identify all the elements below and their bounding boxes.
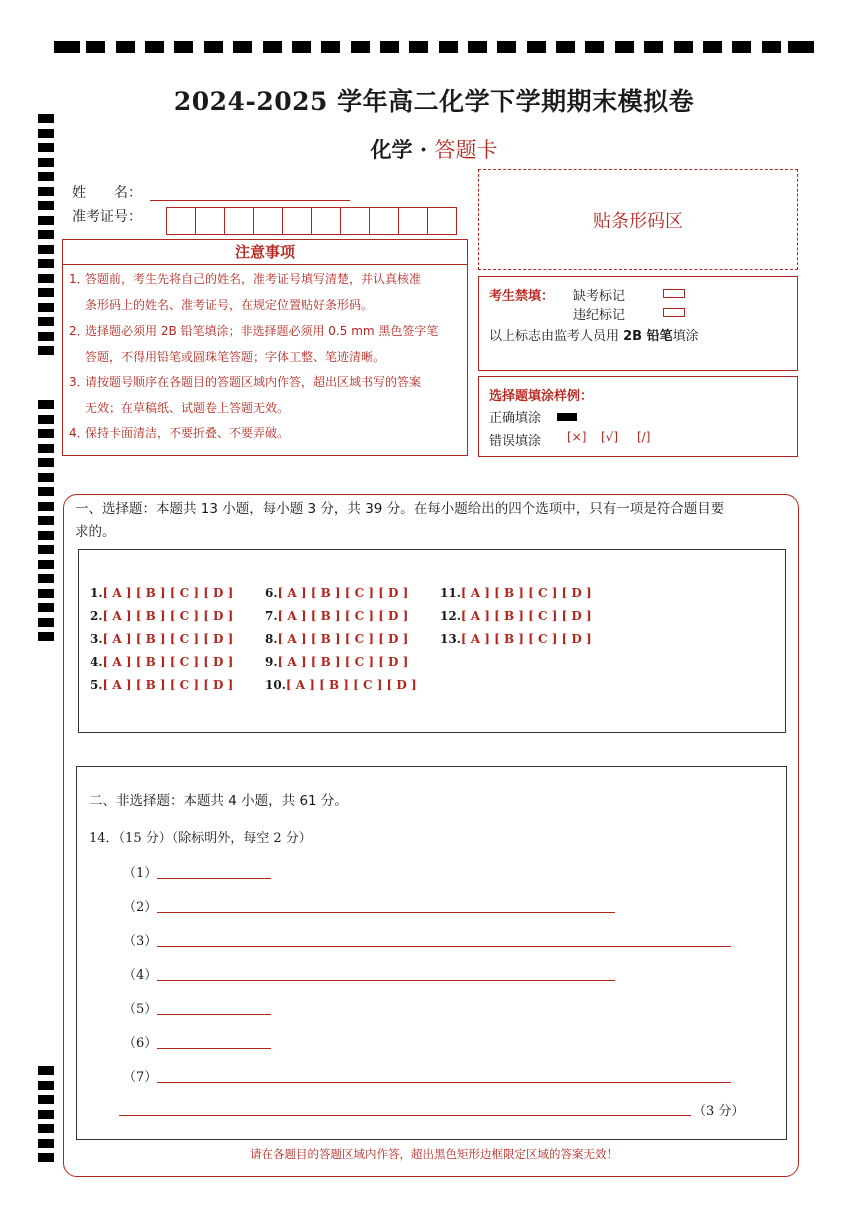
exam-id-label: 准考证号： bbox=[72, 209, 142, 225]
exam-id-digit-box[interactable] bbox=[370, 208, 399, 234]
notice-title: 注意事项 bbox=[62, 239, 468, 265]
blank-4-label: （4） bbox=[123, 968, 158, 983]
timing-mark bbox=[615, 41, 634, 53]
name-label: 姓 名： bbox=[72, 185, 142, 201]
exam-id-digit-box[interactable] bbox=[341, 208, 370, 234]
timing-mark bbox=[38, 400, 54, 409]
notice-box bbox=[62, 264, 468, 456]
timing-mark bbox=[38, 303, 54, 312]
timing-mark bbox=[703, 41, 722, 53]
choice-question-5[interactable]: 5.[ A ] [ B ] [ C ] [ D ] bbox=[90, 678, 234, 692]
timing-mark bbox=[527, 41, 546, 53]
timing-mark bbox=[38, 274, 54, 283]
section1-heading: 一、选择题：本题共 13 小题，每小题 3 分，共 39 分。在每小题给出的四个选项中，只有一项是符合题目要 求的。 bbox=[75, 501, 725, 540]
timing-mark bbox=[38, 1110, 54, 1119]
blank-6-line[interactable] bbox=[157, 1048, 271, 1049]
choice-question-1[interactable]: 1.[ A ] [ B ] [ C ] [ D ] bbox=[90, 586, 234, 600]
blank-1-line[interactable] bbox=[157, 878, 271, 879]
timing-mark bbox=[38, 332, 54, 341]
timing-mark bbox=[38, 259, 54, 268]
exam-title: 2024-2025 学年高二化学下学期期末模拟卷 bbox=[173, 87, 695, 116]
correct-fill-label: 正确填涂 bbox=[489, 411, 542, 426]
wrong-mark-check: [√] bbox=[601, 430, 619, 444]
nonchoice-answer-box bbox=[76, 766, 787, 1140]
violation-mark-label: 违纪标记 bbox=[573, 308, 626, 323]
timing-mark bbox=[38, 502, 54, 511]
timing-mark bbox=[644, 41, 663, 53]
blank-3-label: （3） bbox=[123, 934, 158, 949]
timing-mark bbox=[38, 346, 54, 355]
timing-mark bbox=[38, 444, 54, 453]
timing-mark bbox=[585, 41, 604, 53]
notice-item: 3．请按题号顺序在各题目的答题区域内作答，超出区域书写的答案 无效；在草稿纸、试题卷上答题无效。 bbox=[69, 375, 422, 415]
timing-mark bbox=[38, 1124, 54, 1133]
timing-mark bbox=[38, 560, 54, 569]
absent-mark-box[interactable] bbox=[663, 289, 685, 298]
timing-mark bbox=[86, 41, 105, 53]
blank-2-line[interactable] bbox=[157, 912, 615, 913]
timing-mark bbox=[321, 41, 340, 53]
timing-mark bbox=[351, 41, 370, 53]
timing-mark bbox=[204, 41, 223, 53]
choice-question-12[interactable]: 12.[ A ] [ B ] [ C ] [ D ] bbox=[440, 609, 592, 623]
timing-mark bbox=[38, 429, 54, 438]
timing-mark bbox=[788, 41, 814, 53]
timing-mark bbox=[439, 41, 458, 53]
question-14-header: 14．（15 分）（除标明外，每空 2 分） bbox=[89, 831, 312, 846]
exam-id-digit-box[interactable] bbox=[399, 208, 428, 234]
timing-mark bbox=[38, 1081, 54, 1090]
timing-mark bbox=[38, 288, 54, 297]
timing-mark bbox=[38, 216, 54, 225]
exam-id-digit-box[interactable] bbox=[283, 208, 312, 234]
name-field[interactable] bbox=[150, 199, 350, 201]
choice-question-8[interactable]: 8.[ A ] [ B ] [ C ] [ D ] bbox=[265, 632, 409, 646]
blank-4-line[interactable] bbox=[157, 980, 615, 981]
choice-question-11[interactable]: 11.[ A ] [ B ] [ C ] [ D ] bbox=[440, 586, 592, 600]
notice-item: 1．答题前，考生先将自己的姓名，准考证号填写清楚，并认真核准 条形码上的姓名、准考证号，在规定位置贴好条形码。 bbox=[69, 272, 422, 312]
timing-mark bbox=[38, 172, 54, 181]
blank-6-label: （6） bbox=[123, 1036, 158, 1051]
blank-7-continuation-line[interactable] bbox=[119, 1115, 691, 1116]
subtitle-subject: 化学 · bbox=[370, 137, 435, 162]
choice-question-7[interactable]: 7.[ A ] [ B ] [ C ] [ D ] bbox=[265, 609, 409, 623]
notice-item: 4．保持卡面清洁，不要折叠、不要弄破。 bbox=[69, 426, 290, 440]
timing-mark bbox=[145, 41, 164, 53]
blank-1-label: （1） bbox=[123, 866, 158, 881]
timing-mark bbox=[38, 545, 54, 554]
wrong-fill-label: 错误填涂 bbox=[489, 434, 542, 449]
timing-mark bbox=[468, 41, 487, 53]
timing-mark bbox=[38, 487, 54, 496]
timing-mark bbox=[38, 1066, 54, 1075]
timing-mark bbox=[38, 458, 54, 467]
correct-fill-mark bbox=[557, 413, 577, 421]
timing-mark bbox=[497, 41, 516, 53]
timing-mark bbox=[38, 473, 54, 482]
wrong-mark-slash: [/] bbox=[637, 430, 651, 444]
exam-id-digit-box[interactable] bbox=[254, 208, 283, 234]
choice-answer-box bbox=[78, 549, 786, 733]
timing-mark bbox=[38, 603, 54, 612]
fill-sample-box bbox=[478, 376, 798, 457]
choice-question-9[interactable]: 9.[ A ] [ B ] [ C ] [ D ] bbox=[265, 655, 409, 669]
timing-mark bbox=[38, 187, 54, 196]
timing-mark bbox=[409, 41, 428, 53]
choice-question-6[interactable]: 6.[ A ] [ B ] [ C ] [ D ] bbox=[265, 586, 409, 600]
subtitle-answer-card: 答题卡 bbox=[434, 138, 498, 162]
examiner-only-box bbox=[478, 276, 798, 371]
timing-mark bbox=[38, 516, 54, 525]
timing-mark bbox=[38, 574, 54, 583]
blank-5-label: （5） bbox=[123, 1002, 158, 1017]
choice-question-3[interactable]: 3.[ A ] [ B ] [ C ] [ D ] bbox=[90, 632, 234, 646]
timing-mark bbox=[38, 531, 54, 540]
choice-question-2[interactable]: 2.[ A ] [ B ] [ C ] [ D ] bbox=[90, 609, 234, 623]
timing-mark bbox=[556, 41, 575, 53]
exam-id-digit-box[interactable] bbox=[196, 208, 225, 234]
timing-mark bbox=[292, 41, 311, 53]
timing-mark bbox=[762, 41, 781, 53]
sample-title: 选择题填涂样例： bbox=[489, 389, 594, 404]
exam-id-boxes[interactable] bbox=[166, 207, 457, 235]
timing-mark bbox=[38, 245, 54, 254]
choice-question-13[interactable]: 13.[ A ] [ B ] [ C ] [ D ] bbox=[440, 632, 592, 646]
blank-2-label: （2） bbox=[123, 900, 158, 915]
wrong-mark-cross: [×] bbox=[567, 430, 587, 444]
timing-mark bbox=[263, 41, 282, 53]
absent-mark-label: 缺考标记 bbox=[573, 289, 626, 304]
blank-7-points: （3 分） bbox=[693, 1104, 745, 1119]
timing-mark bbox=[174, 41, 193, 53]
card-subtitle bbox=[0, 134, 868, 164]
timing-mark bbox=[38, 589, 54, 598]
timing-mark bbox=[116, 41, 135, 53]
violation-mark-box[interactable] bbox=[663, 308, 685, 317]
choice-question-10[interactable]: 10.[ A ] [ B ] [ C ] [ D ] bbox=[265, 678, 417, 692]
timing-mark bbox=[38, 201, 54, 210]
blank-7-label: （7） bbox=[123, 1070, 158, 1085]
timing-mark bbox=[38, 1095, 54, 1104]
ban-label: 考生禁填： bbox=[489, 289, 555, 304]
timing-mark bbox=[38, 230, 54, 239]
exam-id-digit-box[interactable] bbox=[167, 208, 196, 234]
blank-7-line[interactable] bbox=[157, 1082, 731, 1083]
timing-mark bbox=[38, 415, 54, 424]
section2-heading: 二、非选择题：本题共 4 小题，共 61 分。 bbox=[89, 793, 348, 809]
barcode-label: 贴条形码区 bbox=[593, 210, 683, 232]
footer-warning: 请在各题目的答题区域内作答，超出黑色矩形边框限定区域的答案无效！ bbox=[250, 1147, 618, 1161]
exam-id-digit-box[interactable] bbox=[312, 208, 341, 234]
timing-mark bbox=[38, 317, 54, 326]
top-timing-marks bbox=[54, 41, 814, 55]
timing-mark bbox=[233, 41, 252, 53]
blank-5-line[interactable] bbox=[157, 1014, 271, 1015]
choice-question-4[interactable]: 4.[ A ] [ B ] [ C ] [ D ] bbox=[90, 655, 234, 669]
ban-note: 以上标志由监考人员用 2B 铅笔填涂 bbox=[489, 329, 699, 344]
exam-id-digit-box[interactable] bbox=[225, 208, 254, 234]
blank-3-line[interactable] bbox=[157, 946, 731, 947]
timing-mark bbox=[54, 41, 80, 53]
timing-mark bbox=[380, 41, 399, 53]
timing-mark bbox=[732, 41, 751, 53]
notice-item: 2．选择题必须用 2B 铅笔填涂；非选择题必须用 0.5 mm 黑色签字笔 答题，不得用铅笔或圆珠笔答题；字体工整、笔迹清晰。 bbox=[69, 324, 439, 364]
timing-mark bbox=[38, 618, 54, 627]
timing-mark bbox=[38, 632, 54, 641]
exam-id-digit-box[interactable] bbox=[428, 208, 456, 234]
barcode-area bbox=[478, 169, 798, 270]
timing-mark bbox=[674, 41, 693, 53]
